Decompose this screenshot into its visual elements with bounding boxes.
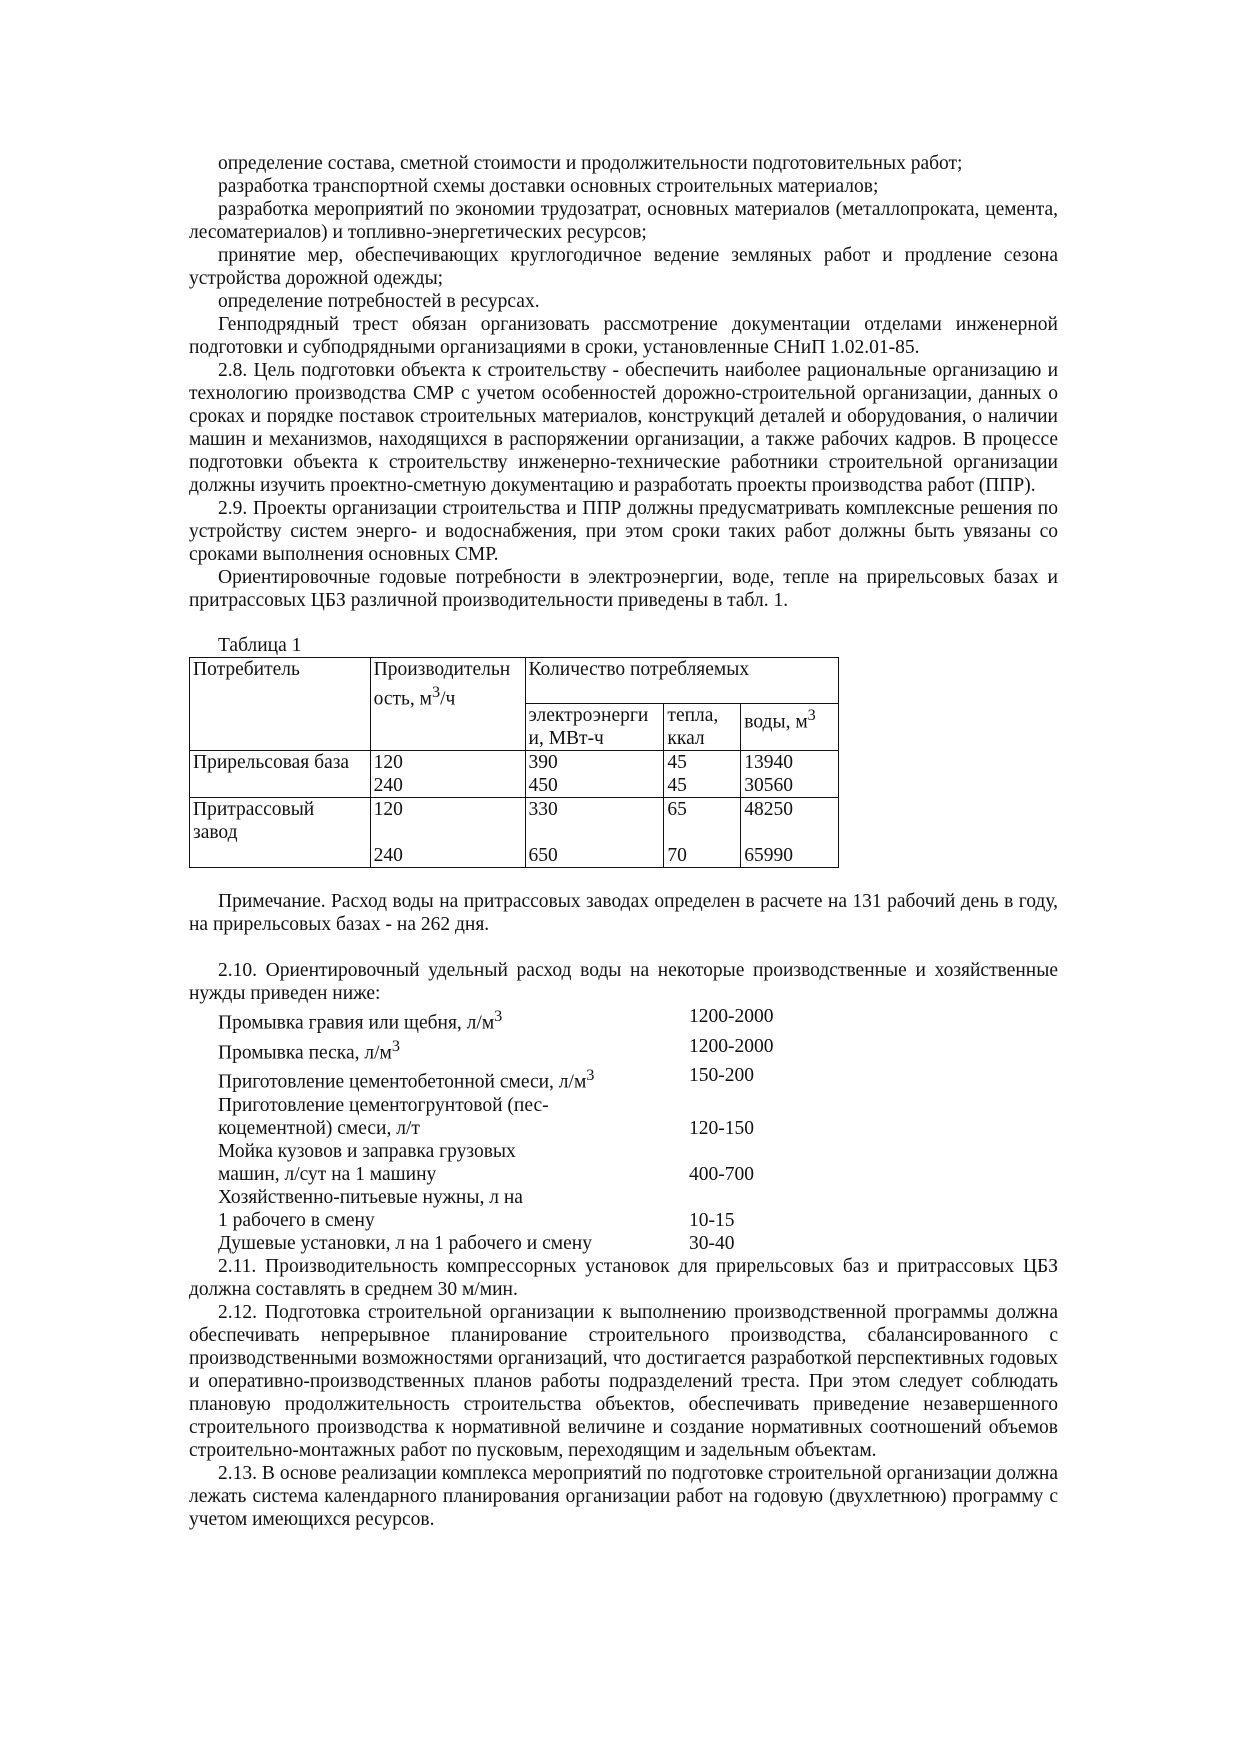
paragraph: разработка мероприятий по экономии трудозатрат, основных материалов (металлопроката, цемента, лесоматериалов) и топливно-энергетических ресурсов;: [189, 199, 1058, 243]
list-item: Приготовление цементогрунтовой (пес-: [218, 1094, 549, 1116]
list-item: Промывка гравия или щебня, $л/м^3$ 1200-2000: [218, 1006, 774, 1034]
paragraph: разработка транспортной схемы доставки основных строительных материалов;: [218, 176, 879, 197]
header-quantity: Количество потребляемых: [525, 658, 838, 704]
cell-capacity: 120 240: [370, 751, 525, 798]
cell-capacity: 120 240: [370, 798, 525, 868]
paragraph-2-10: 2.10. Ориентировочный удельный расход воды на некоторые производственные и хозяйственные нужды приведен ниже:: [189, 960, 1058, 1004]
cell-electricity: 390 450: [525, 751, 664, 798]
cell-electricity: 330 650: [525, 798, 664, 868]
table-note: Примечание. Расход воды на притрассовых заводах определен в расчете на 131 рабочий день в году, на прирельсовых базах - на 262 дня.: [189, 891, 1058, 935]
paragraph-2-9: 2.9. Проекты организации строительства и ППР должны предусматривать комплексные решения по устройству систем энерго- и водоснабжения, при этом сроки таких работ должны быть увязаны со сроками выполнения основных СМР.: [189, 498, 1058, 565]
cell-consumer: Прирельсовая база: [190, 751, 371, 798]
paragraph-2-8: 2.8. Цель подготовки объекта к строительству - обеспечить наиболее рациональные организацию и технологию производства СМР с учетом особенностей дорожно-строительной организации, данных о сроках и порядке поставок строительных материалов, конструкций деталей и оборудования, о наличии машин и механизмов, находящихся в распоряжении организации, а также рабочих кадров. В процессе подготовки объекта к строительству инженерно-технические работники строительной организации должны изучить проектно-сметную документацию и разработать проекты производства работ (ППР).: [189, 360, 1058, 496]
paragraph-2-13: 2.13. В основе реализации комплекса мероприятий по подготовке строительной организации должна лежать система календарного планирования организации работ на годовую (двухлетнюю) программу с учетом имеющихся ресурсов.: [189, 1462, 1058, 1530]
table-row: [190, 798, 839, 868]
header-consumer: Потребитель: [190, 658, 371, 751]
cell-consumer: Притрассовый завод: [190, 798, 371, 868]
water-norms-list: [189, 1005, 1058, 1255]
header-heat: тепла, ккал: [664, 704, 741, 751]
table-header-row: [190, 658, 839, 704]
paragraph: определение потребностей в ресурсах.: [218, 291, 540, 312]
cell-water: 13940 30560: [741, 751, 839, 798]
header-electricity: электроэнерги и, МВт-ч: [525, 704, 664, 751]
list-item: машин, л/сут на 1 машину 400-700: [218, 1163, 754, 1185]
header-water: воды, $м^3$: [741, 704, 839, 751]
list-item: коцементной) смеси, л/т 120-150: [218, 1117, 754, 1139]
list-item: Мойка кузовов и заправка грузовых: [218, 1140, 516, 1162]
table-row: [190, 751, 839, 798]
paragraph-2-11: 2.11. Производительность компрессорных установок для прирельсовых баз и притрассовых ЦБЗ должна составлять в среднем 30 м/мин.: [189, 1255, 1058, 1300]
paragraph: принятие мер, обеспечивающих круглогодичное ведение земляных работ и продление сезона устройства дорожной одежды;: [189, 245, 1058, 289]
list-item: 1 рабочего в смену 10-15: [218, 1209, 735, 1231]
table-caption: Таблица 1: [218, 635, 302, 656]
cell-heat: 45 45: [664, 751, 741, 798]
paragraph: Ориентировочные годовые потребности в электроэнергии, воде, тепле на прирельсовых базах и притрассовых ЦБЗ различной производительности приведены в табл. 1.: [189, 567, 1058, 611]
consumption-table: [189, 657, 839, 868]
cell-water: 48250 65990: [741, 798, 839, 868]
paragraph: определение состава, сметной стоимости и продолжительности подготовительных работ;: [218, 153, 963, 174]
document-body: [189, 152, 1058, 1531]
list-item: Душевые установки, л на 1 рабочего и смену 30-40: [218, 1232, 735, 1254]
paragraph: Генподрядный трест обязан организовать рассмотрение документации отделами инженерной подготовки и субподрядными организациями в сроки, установленные СНиП 1.02.01-85.: [189, 314, 1058, 358]
cell-heat: 65 70: [664, 798, 741, 868]
list-item: Хозяйственно-питьевые нужны, л на: [218, 1186, 523, 1208]
list-item: Промывка песка, $л/м^3$ 1200-2000: [218, 1035, 774, 1063]
paragraph-2-12: 2.12. Подготовка строительной организации к выполнению производственной программы должна обеспечивать непрерывное планирование строительного производства, сбалансированного с производственными возможностями организаций, что достигается разработкой перспективных годовых и оперативно-производственных планов работы подразделений треста. При этом следует соблюдать плановую продолжительность строительства объектов, обеспечивать приведение незавершенного строительного производства к нормативной величине и создание нормативных соотношений объемов строительно-монтажных работ по пусковым, переходящим и задельным объектам.: [189, 1301, 1058, 1461]
list-item: Приготовление цементобетонной смеси, $л/м^3$ 150-200: [218, 1065, 754, 1093]
header-capacity: Производительн ость, $м^3/ч$: [370, 658, 525, 751]
